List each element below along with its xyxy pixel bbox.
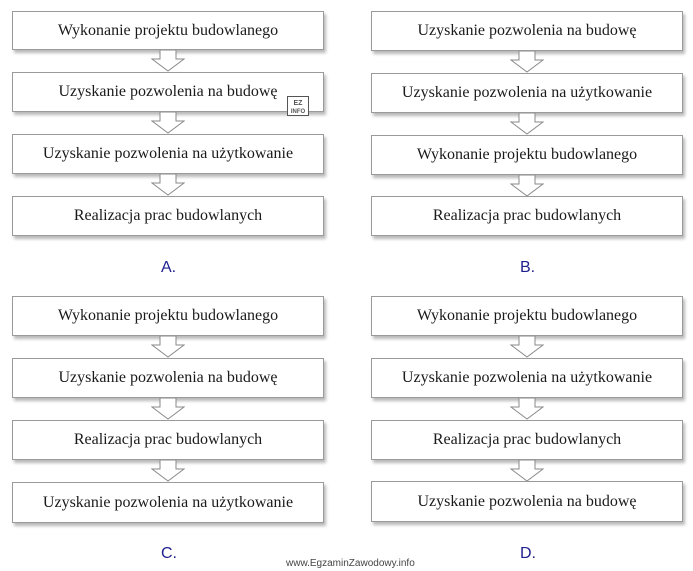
option-b-label: B.	[520, 259, 536, 276]
option-b-step-3: Wykonanie projektu budowlanego	[371, 135, 683, 175]
option-b-step-4: Realizacja prac budowlanych	[371, 196, 683, 236]
ez-logo-icon	[287, 96, 309, 116]
down-arrow-icon	[510, 398, 544, 420]
site-watermark: www.EgzaminZawodowy.info	[286, 558, 415, 569]
down-arrow-icon	[151, 112, 185, 134]
option-d-step-4: Uzyskanie pozwolenia na budowę	[371, 481, 683, 522]
option-a-label: A.	[161, 259, 177, 276]
down-arrow-icon	[151, 460, 185, 482]
down-arrow-icon	[510, 51, 544, 73]
down-arrow-icon	[510, 175, 544, 197]
option-d-step-2: Uzyskanie pozwolenia na użytkowanie	[371, 358, 683, 398]
option-c-step-3: Realizacja prac budowlanych	[12, 420, 324, 460]
option-a-step-4: Realizacja prac budowlanych	[12, 196, 324, 236]
option-a-step-2: Uzyskanie pozwolenia na budowę	[12, 72, 324, 112]
option-a-step-1: Wykonanie projektu budowlanego	[12, 11, 324, 50]
option-b-step-1: Uzyskanie pozwolenia na budowę	[371, 11, 683, 51]
down-arrow-icon	[510, 460, 544, 482]
option-c-step-2: Uzyskanie pozwolenia na budowę	[12, 358, 324, 398]
option-d-step-3: Realizacja prac budowlanych	[371, 420, 683, 460]
logo-text-bottom: INFO	[290, 109, 306, 115]
down-arrow-icon	[151, 336, 185, 358]
down-arrow-icon	[151, 174, 185, 196]
option-d-step-1: Wykonanie projektu budowlanego	[371, 296, 683, 336]
down-arrow-icon	[151, 398, 185, 420]
down-arrow-icon	[510, 336, 544, 358]
option-d-label: D.	[520, 545, 536, 562]
option-b-step-2: Uzyskanie pozwolenia na użytkowanie	[371, 73, 683, 113]
option-c-step-4: Uzyskanie pozwolenia na użytkowanie	[12, 482, 324, 523]
option-c-label: C.	[161, 545, 177, 562]
logo-text-top: EZ	[293, 100, 303, 107]
option-c-step-1: Wykonanie projektu budowlanego	[12, 296, 324, 336]
down-arrow-icon	[151, 50, 185, 72]
option-a-step-3: Uzyskanie pozwolenia na użytkowanie	[12, 134, 324, 174]
down-arrow-icon	[510, 113, 544, 135]
